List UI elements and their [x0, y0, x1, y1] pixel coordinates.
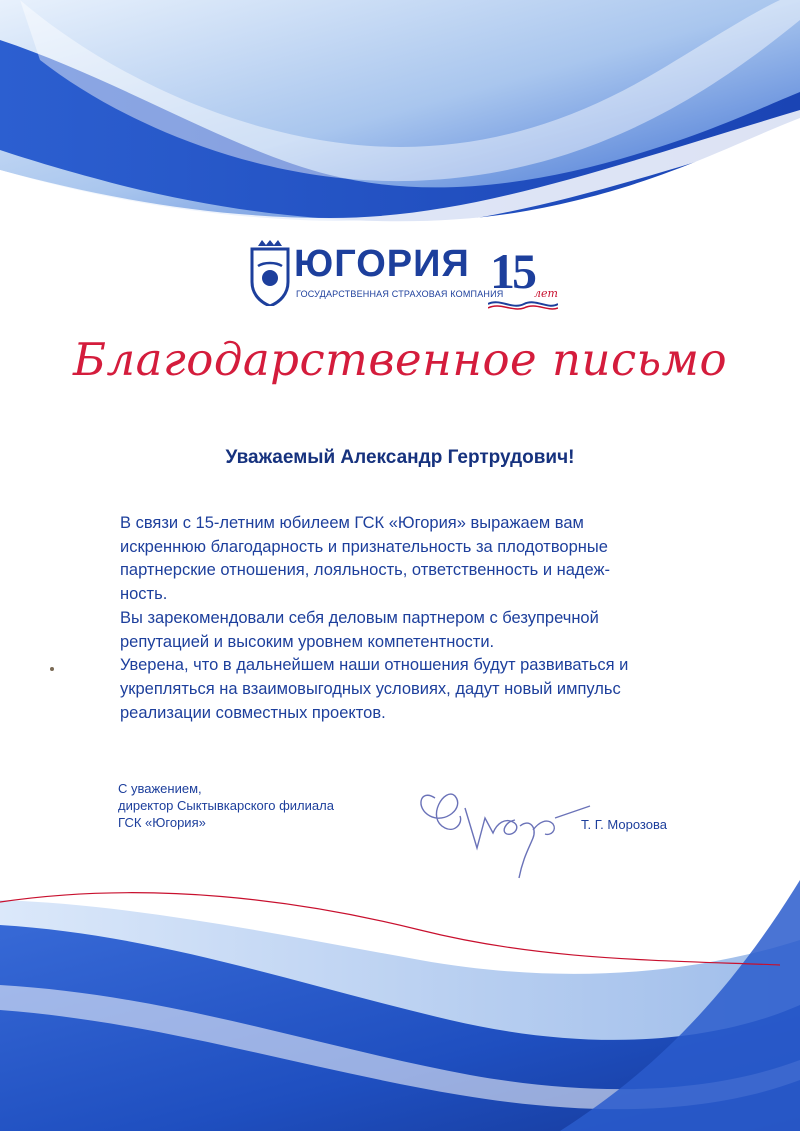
body-line: партнерские отношения, лояльность, ответственность и надеж- — [120, 561, 611, 580]
signature-block — [118, 780, 334, 831]
body-line: Вы зарекомендовали себя деловым партнером с безупречной — [120, 608, 599, 627]
greeting: Уважаемый Александр Гертрудович! — [225, 447, 575, 468]
body-line: укрепляться на взаимовыгодных условиях, дадут новый импульс — [120, 679, 621, 698]
jubilee-wave-icon — [488, 298, 558, 310]
signatory-name: Т. Г. Морозова — [581, 817, 667, 832]
body-line: искреннюю благодарность и признательность за плодотворные — [120, 537, 608, 556]
company-logo — [250, 240, 570, 315]
body-line: Уверена, что в дальнейшем наши отношения будут развиваться и — [120, 656, 629, 675]
handwritten-signature — [415, 778, 595, 888]
body-line: реализации совместных проектов. — [120, 703, 386, 722]
body-line: ность. — [120, 585, 168, 604]
body-line: репутацией и высоким уровнем компетентности. — [120, 632, 495, 651]
signature-line: ГСК «Югория» — [118, 815, 206, 830]
signature-line: директор Сыктывкарского филиала — [118, 798, 334, 813]
body-line: В связи с 15-летним юбилеем ГСК «Югория» выражаем вам — [120, 514, 584, 532]
jubilee-word: лет — [534, 287, 558, 300]
company-subtitle: ГОСУДАРСТВЕННАЯ СТРАХОВАЯ КОМПАНИЯ — [296, 289, 504, 299]
paper-speck — [50, 667, 54, 671]
letter-body — [120, 512, 700, 725]
company-emblem-shield-icon — [250, 240, 290, 306]
signature-line: С уважением, — [118, 781, 202, 796]
letter-title: Благодарственное письмо — [72, 333, 728, 386]
jubilee-number: 15 — [490, 243, 534, 299]
company-name: ЮГОРИЯ — [294, 243, 470, 285]
